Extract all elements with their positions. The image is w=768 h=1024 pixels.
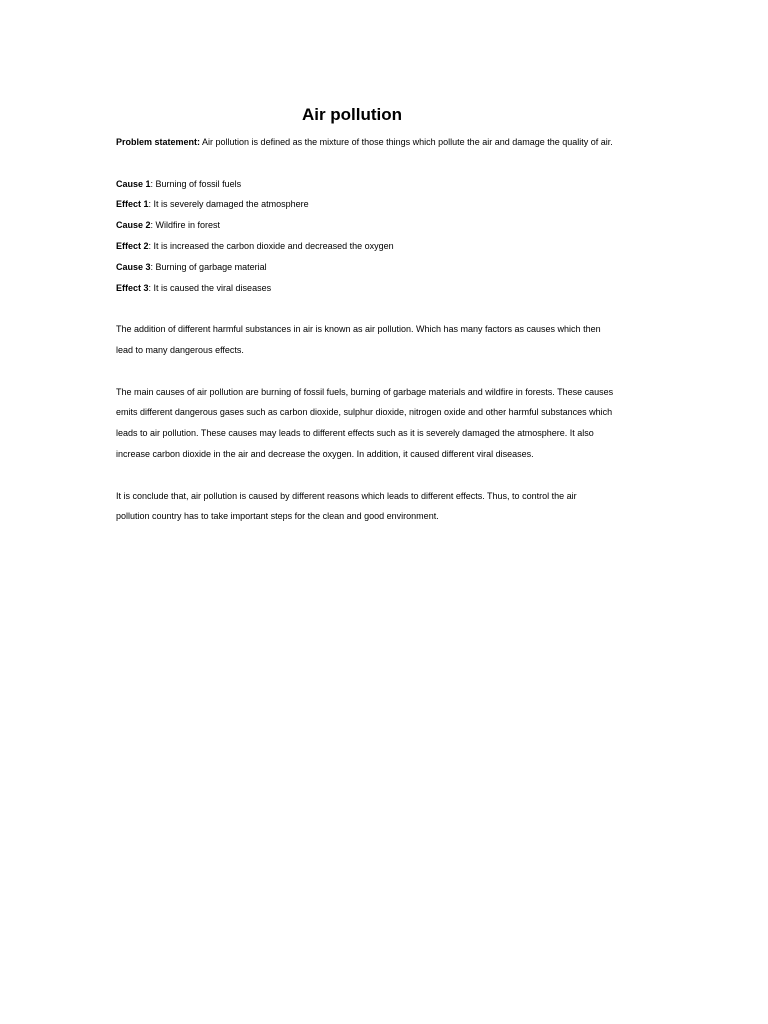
cause-effect-item bbox=[116, 278, 676, 299]
paragraph-2-line: leads to air pollution. These causes may leads to different effects such as it is severely damaged the atmosphere. It also bbox=[116, 428, 594, 439]
paragraph-1-line: The addition of different harmful substances in air is known as air pollution. Which has many factors as causes which then bbox=[116, 324, 601, 335]
item-label: Cause 3 bbox=[116, 261, 151, 272]
problem-statement bbox=[116, 132, 676, 153]
item-text: : It is caused the viral diseases bbox=[148, 282, 272, 293]
item-label: Effect 2 bbox=[116, 240, 149, 251]
cause-effect-item bbox=[116, 174, 676, 195]
spacer bbox=[116, 465, 676, 486]
item-text: : Burning of fossil fuels bbox=[150, 178, 242, 189]
item-text: : Wildfire in forest bbox=[150, 220, 221, 231]
cause-effect-item bbox=[116, 194, 676, 215]
paragraph-2-line: emits different dangerous gases such as carbon dioxide, sulphur dioxide, nitrogen oxide and other harmful substances which bbox=[116, 407, 613, 418]
cause-effect-item bbox=[116, 215, 676, 236]
item-text: : It is severely damaged the atmosphere bbox=[148, 199, 309, 210]
item-label: Cause 1 bbox=[116, 178, 151, 189]
paragraph-1-line: lead to many dangerous effects. bbox=[116, 344, 244, 355]
document-body bbox=[116, 132, 676, 527]
spacer bbox=[116, 153, 676, 174]
problem-statement-label: Problem statement: bbox=[116, 137, 201, 147]
cause-effect-item bbox=[116, 257, 676, 278]
cause-effect-item bbox=[116, 236, 676, 257]
spacer bbox=[116, 361, 676, 382]
spacer bbox=[116, 298, 676, 319]
item-label: Effect 1 bbox=[116, 199, 149, 210]
paragraph-2-line: The main causes of air pollution are burning of fossil fuels, burning of garbage materials and wildfire in forests. These causes bbox=[116, 386, 614, 397]
problem-statement-text: Air pollution is defined as the mixture of those things which pollute the air and damage the quality of air. bbox=[200, 137, 613, 147]
paragraph-3-line: It is conclude that, air pollution is caused by different reasons which leads to different effects. Thus, to control the air bbox=[116, 490, 577, 501]
paragraph-3-line: pollution country has to take important steps for the clean and good environment. bbox=[116, 511, 439, 522]
item-text: : It is increased the carbon dioxide and decreased the oxygen bbox=[148, 240, 394, 251]
item-label: Effect 3 bbox=[116, 282, 149, 293]
paragraph-2-line: increase carbon dioxide in the air and decrease the oxygen. In addition, it caused different viral diseases. bbox=[116, 448, 534, 459]
item-label: Cause 2 bbox=[116, 220, 151, 231]
item-text: : Burning of garbage material bbox=[150, 261, 267, 272]
document-title: Air pollution bbox=[301, 105, 403, 124]
